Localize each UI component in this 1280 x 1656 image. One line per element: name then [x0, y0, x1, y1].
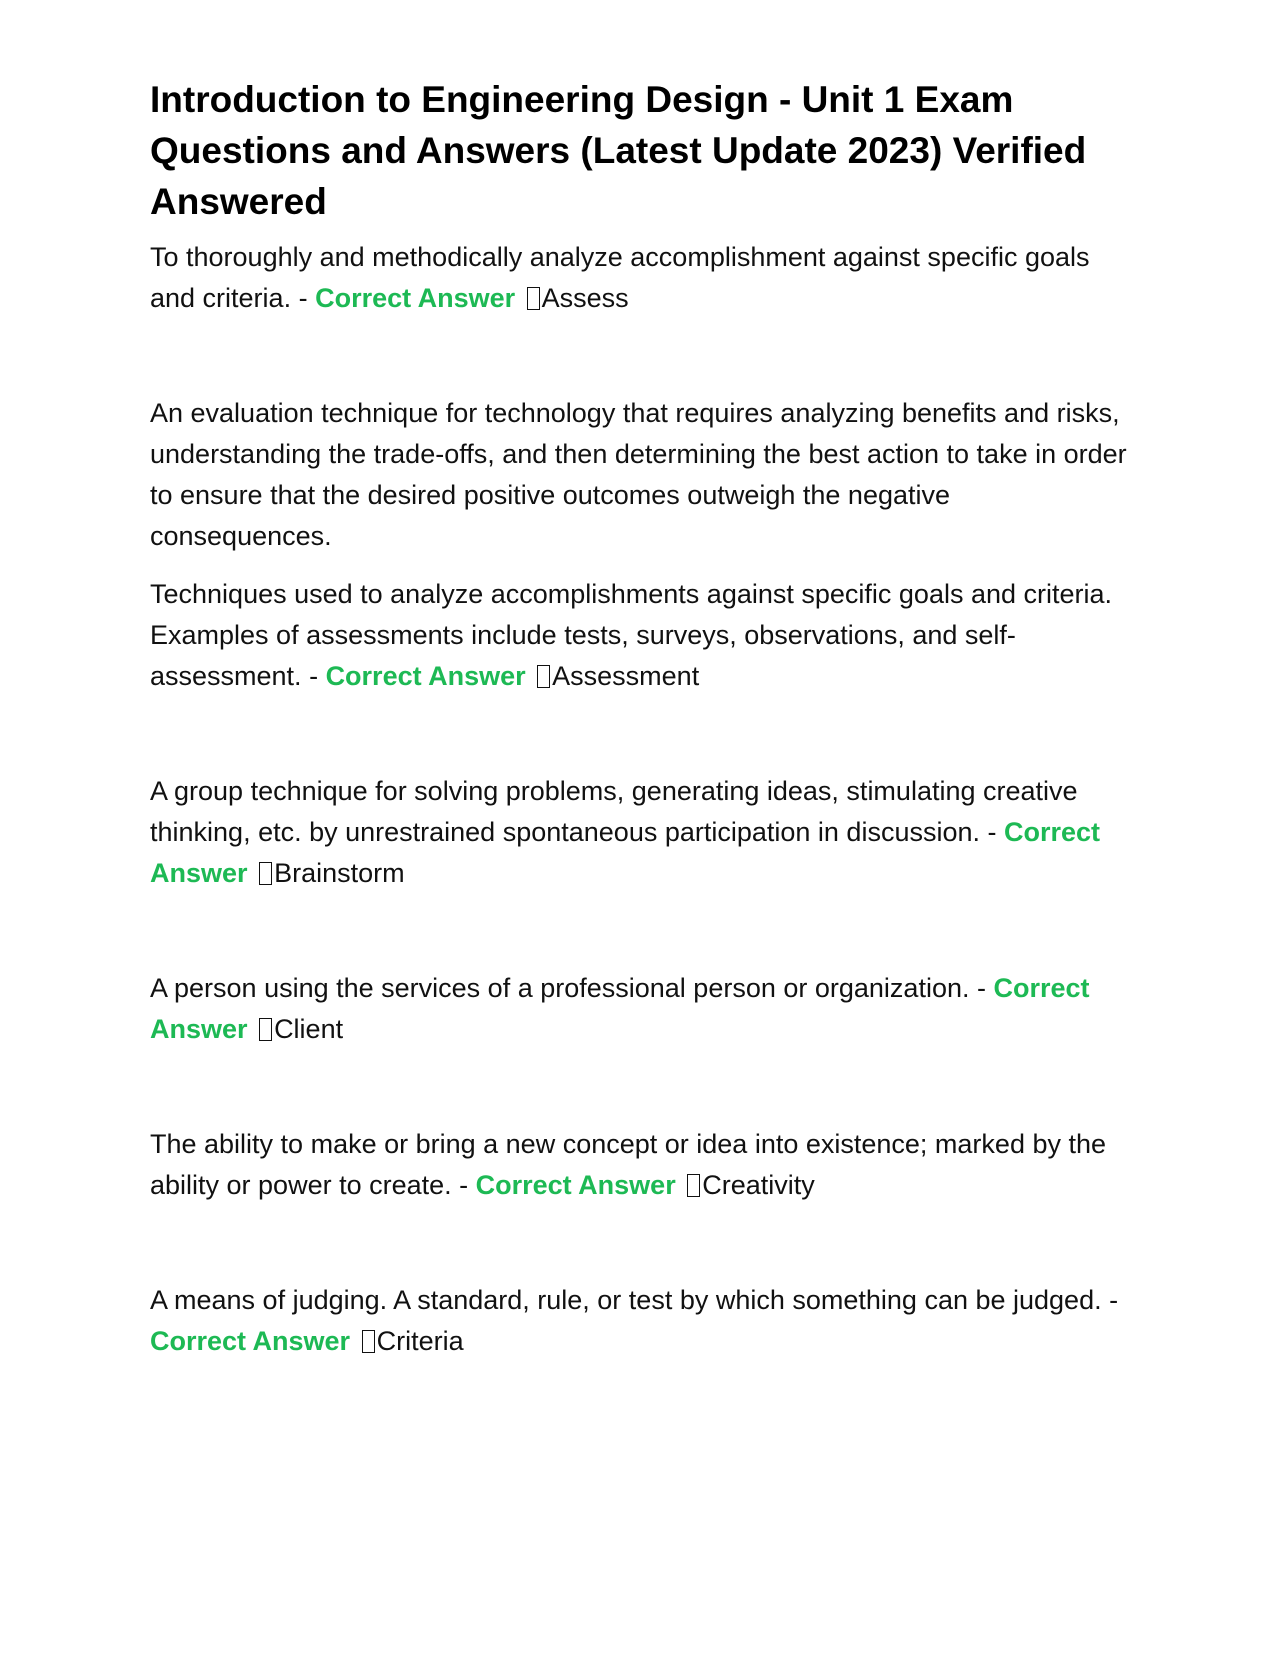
correct-answer-label: Correct Answer	[315, 283, 516, 313]
correct-answer-label: Correct Answer	[150, 817, 1101, 888]
correct-answer-label: Correct Answer	[150, 973, 1090, 1044]
correct-answer-label: Correct Answer	[475, 1170, 676, 1200]
qa-text	[150, 771, 1130, 894]
spacer	[150, 894, 1130, 968]
qa-item-1	[150, 237, 1130, 319]
correct-answer-label: Correct Answer	[325, 661, 526, 691]
box-glyph-icon	[362, 1330, 375, 1353]
document-page	[150, 74, 1130, 1362]
answer-text: Assessment	[552, 661, 700, 691]
box-glyph-icon	[537, 665, 550, 688]
box-glyph-icon	[527, 287, 540, 310]
question-text: To thoroughly and methodically analyze accomplishment against specific goals and criteria.	[150, 242, 1090, 313]
question-text: A means of judging. A standard, rule, or test by which something can be judged.	[150, 1285, 1102, 1315]
spacer	[150, 1206, 1130, 1280]
qa-text	[150, 1124, 1130, 1206]
qa-text	[150, 574, 1130, 697]
question-text: A group technique for solving problems, generating ideas, stimulating creative thinking, etc. by unrestrained spontaneous participation in discussion.	[150, 776, 1078, 847]
separator: -	[301, 661, 326, 691]
separator: -	[1101, 1285, 1119, 1315]
spacer	[150, 1050, 1130, 1124]
answer-text: Brainstorm	[274, 858, 405, 888]
document-title: Introduction to Engineering Design - Unit 1 Exam Questions and Answers (Latest Update 2023) Verified Answered	[150, 79, 1087, 222]
qa-text	[150, 968, 1130, 1050]
answer-text: Client	[274, 1014, 344, 1044]
qa-text	[150, 1280, 1130, 1362]
separator: -	[291, 283, 316, 313]
qa-item-7	[150, 1280, 1130, 1362]
qa-item-5	[150, 968, 1130, 1050]
box-glyph-icon	[259, 1018, 272, 1041]
box-glyph-icon	[259, 862, 272, 885]
question-text: A person using the services of a professional person or organization.	[150, 973, 970, 1003]
spacer	[150, 697, 1130, 771]
question-text: The ability to make or bring a new concept or idea into existence; marked by the ability or power to create.	[150, 1129, 1107, 1200]
box-glyph-icon	[687, 1174, 700, 1197]
question-text: Techniques used to analyze accomplishments against specific goals and criteria. Examples of assessments include tests, surveys, observations, and self-assessment.	[150, 579, 1113, 691]
qa-item-4	[150, 771, 1130, 894]
answer-text: Assess	[541, 283, 629, 313]
separator: -	[451, 1170, 476, 1200]
answer-text: Criteria	[376, 1326, 464, 1356]
qa-item-3	[150, 574, 1130, 697]
separator: -	[980, 817, 1004, 847]
question-text: An evaluation technique for technology that requires analyzing benefits and risks, understanding the trade-offs, and then determining the best action to take in order to ensure that the desired positive outcomes outweigh the negative consequences.	[150, 398, 1127, 551]
correct-answer-label: Correct Answer	[150, 1326, 351, 1356]
separator: -	[969, 973, 994, 1003]
answer-text: Creativity	[702, 1170, 815, 1200]
qa-item-6	[150, 1124, 1130, 1206]
spacer	[150, 557, 1130, 574]
qa-text	[150, 237, 1130, 319]
spacer	[150, 319, 1130, 393]
qa-item-2	[150, 393, 1130, 557]
